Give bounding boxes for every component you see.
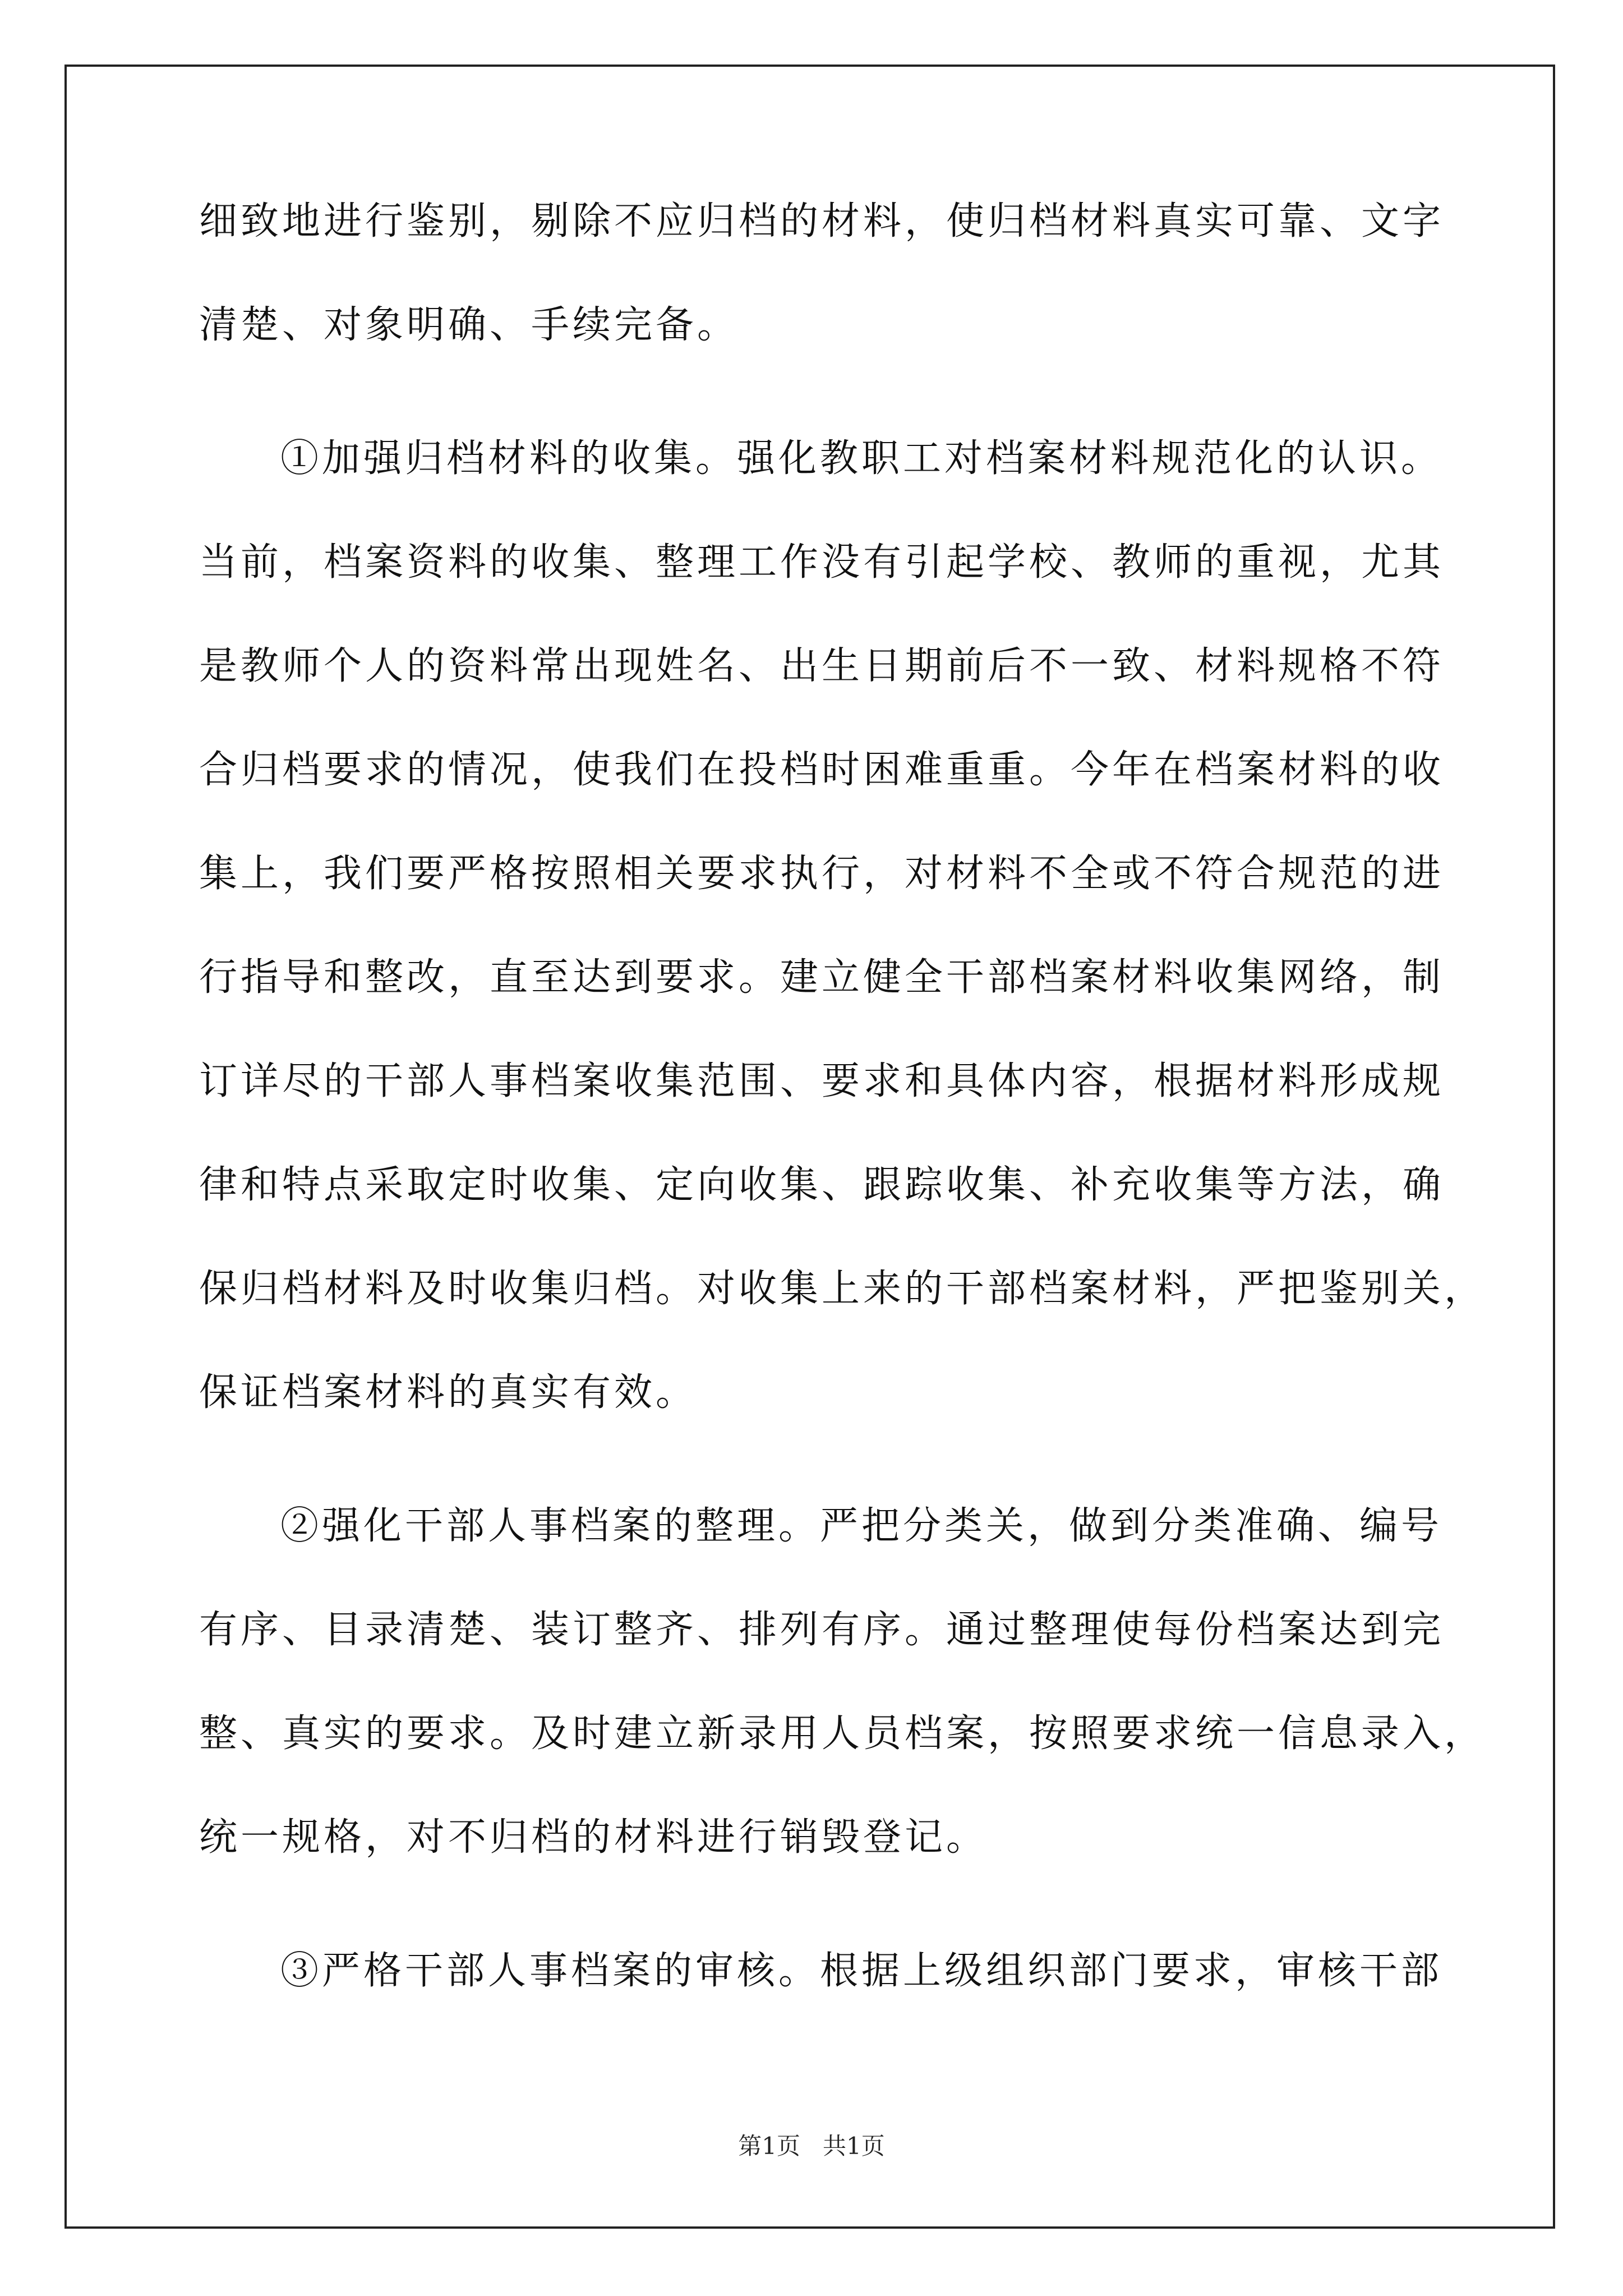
text-line: 细致地进行鉴别，剔除不应归档的材料，使归档材料真实可靠、文字 xyxy=(199,199,1445,243)
document-body xyxy=(199,199,1486,2054)
text-line: 行指导和整改，直至达到要求。建立健全干部档案材料收集网络，制 xyxy=(199,955,1445,1000)
text-line: 当前，档案资料的收集、整理工作没有引起学校、教师的重视，尤其 xyxy=(199,540,1445,585)
text-line: 订详尽的干部人事档案收集范围、要求和具体内容，根据材料形成规 xyxy=(199,1059,1445,1103)
text-line: 是教师个人的资料常出现姓名、出生日期前后不一致、材料规格不符 xyxy=(199,644,1445,688)
text-line: 律和特点采取定时收集、定向收集、跟踪收集、补充收集等方法，确 xyxy=(199,1163,1445,1207)
text-line: 整、真实的要求。及时建立新录用人员档案，按照要求统一信息录入， xyxy=(199,1711,1486,1756)
text-line: 保证档案材料的真实有效。 xyxy=(199,1370,698,1415)
page-number-footer: 第1页 共1页 xyxy=(738,2132,885,2160)
text-line: 清楚、对象明确、手续完备。 xyxy=(199,303,739,347)
text-line: 有序、目录清楚、装订整齐、排列有序。通过整理使每份档案达到完 xyxy=(199,1608,1445,1652)
paragraph-first-line: ③严格干部人事档案的审核。根据上级组织部门要求，审核干部 xyxy=(280,1949,1443,1993)
text-line: 保归档材料及时收集归档。对收集上来的干部档案材料，严把鉴别关， xyxy=(199,1267,1486,1311)
paragraph-first-line: ②强化干部人事档案的整理。严把分类关，做到分类准确、编号 xyxy=(280,1504,1443,1548)
text-line: 合归档要求的情况，使我们在投档时困难重重。今年在档案材料的收 xyxy=(199,748,1445,792)
text-line: 集上，我们要严格按照相关要求执行，对材料不全或不符合规范的进 xyxy=(199,852,1445,896)
paragraph-first-line: ①加强归档材料的收集。强化教职工对档案材料规范化的认识。 xyxy=(280,436,1443,481)
text-line: 统一规格，对不归档的材料进行销毁登记。 xyxy=(199,1815,988,1860)
